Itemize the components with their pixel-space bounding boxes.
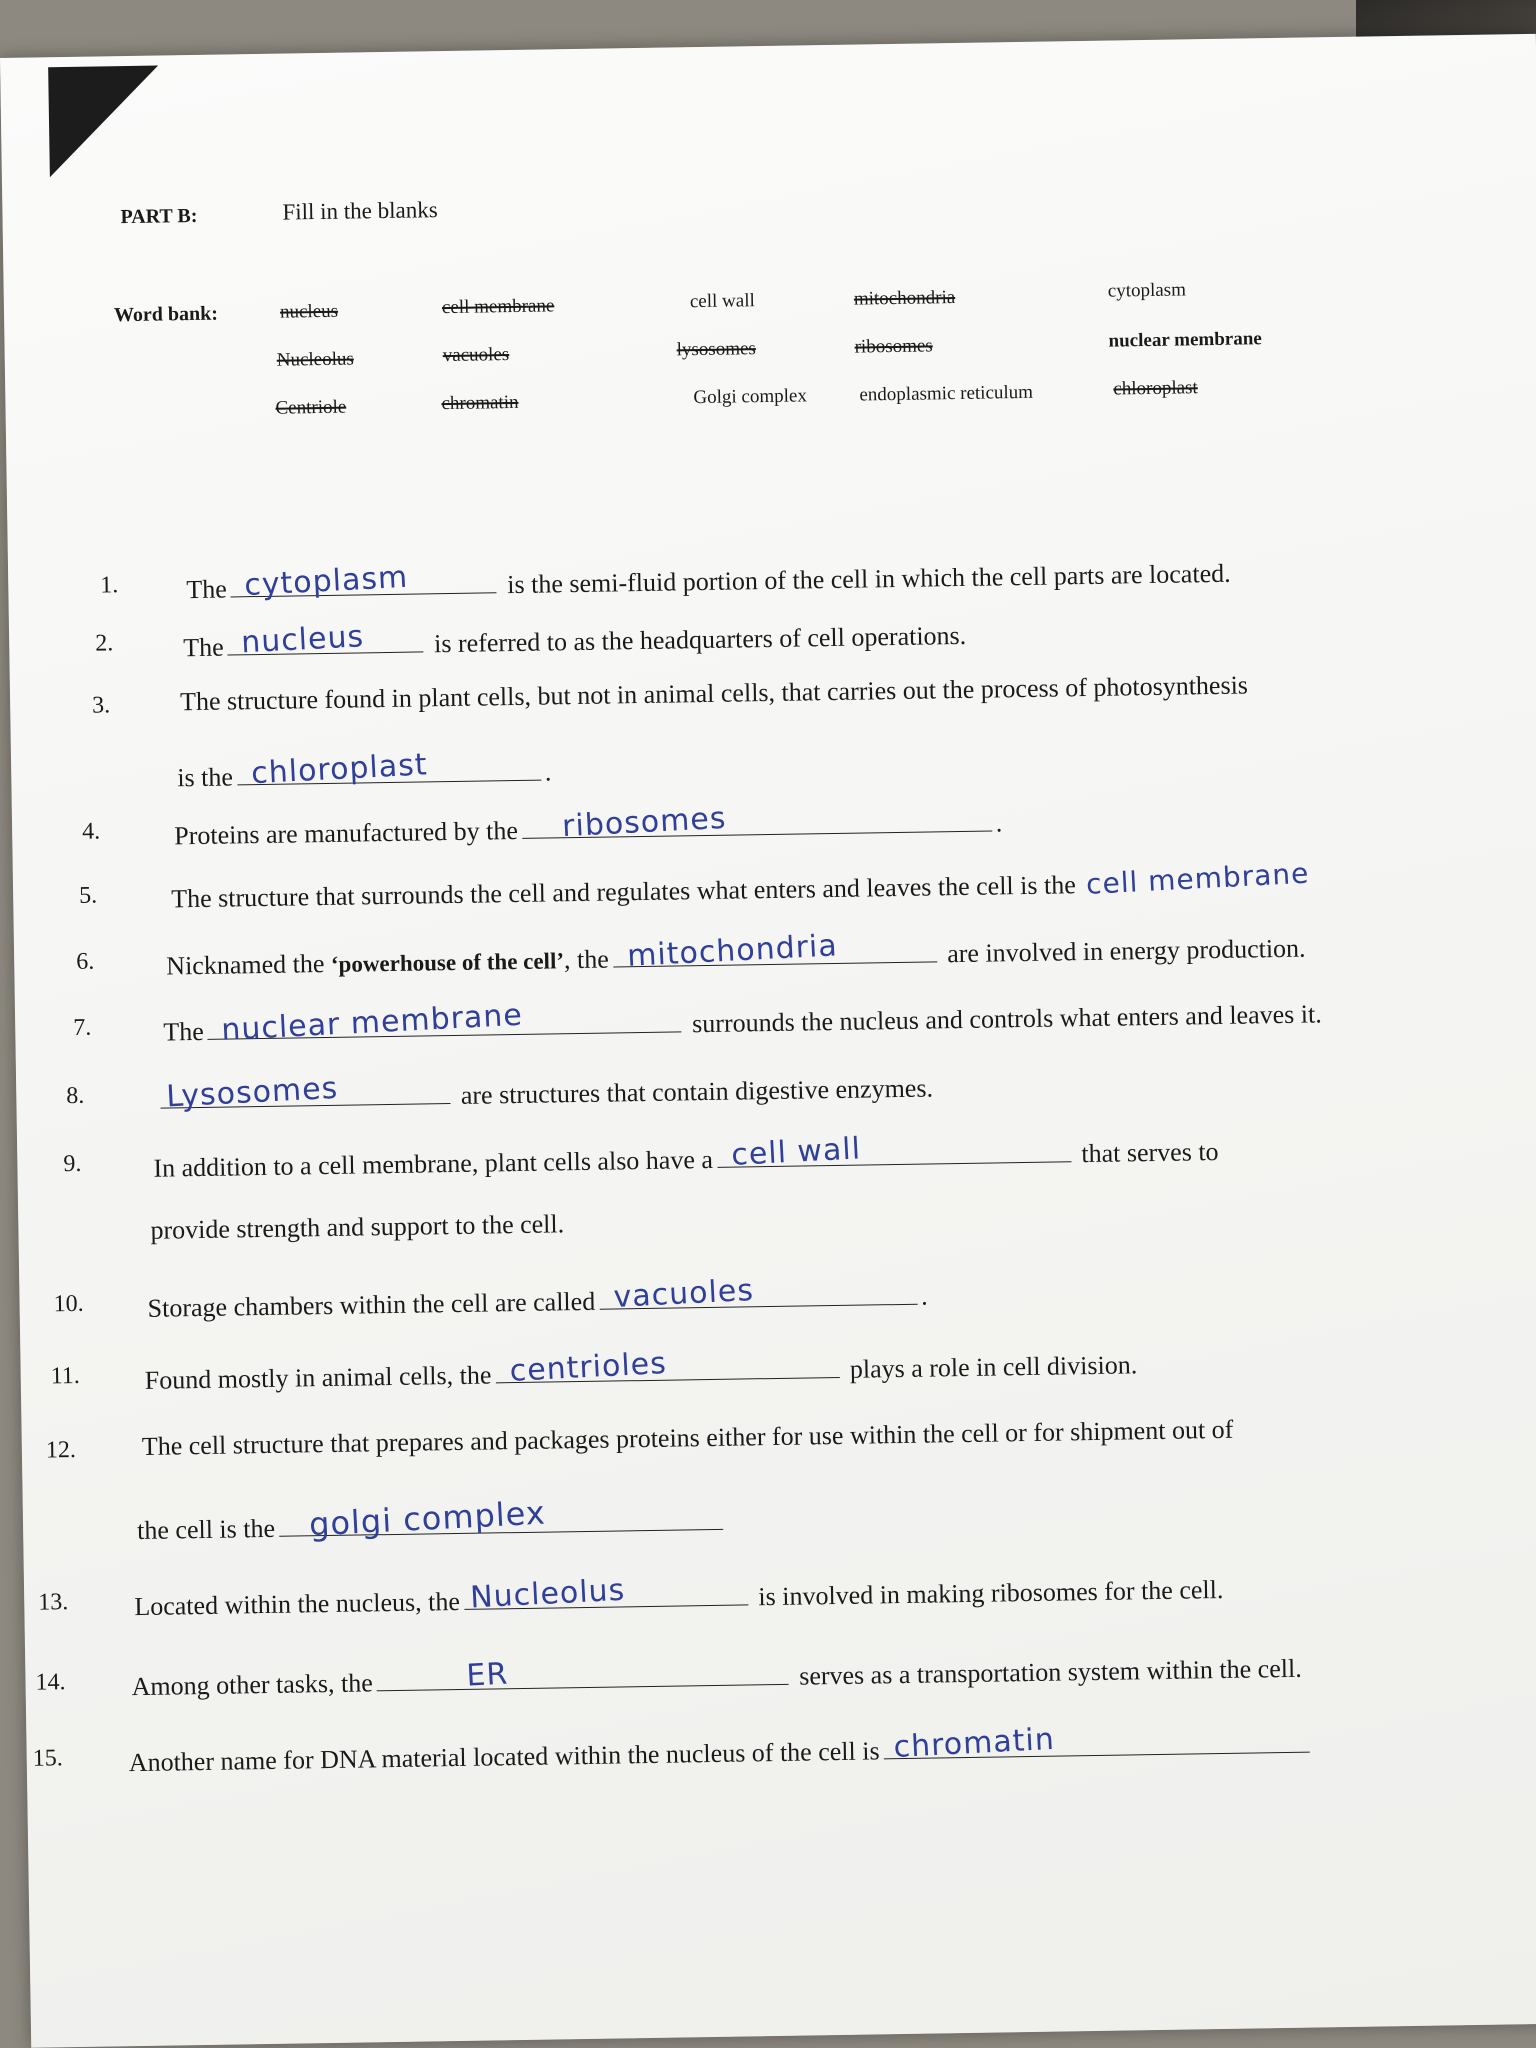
answer-blank[interactable]: [521, 800, 991, 845]
question-11: [144, 1342, 1137, 1396]
question-text: serves as a transportation system within the cell.: [798, 1653, 1302, 1691]
question-9: [153, 1129, 1219, 1184]
question-text: .: [544, 757, 552, 787]
question-text: The: [183, 632, 224, 663]
part-label: PART B:: [120, 204, 198, 229]
question-14: [131, 1646, 1302, 1702]
handwritten-answer: cytoplasm: [243, 559, 410, 604]
question-12: [142, 1415, 1234, 1462]
question-text: is the: [177, 762, 234, 793]
question-number: 9.: [63, 1150, 82, 1178]
word-bank-item: endoplasmic reticulum: [859, 381, 1034, 406]
question-number: 7.: [73, 1014, 92, 1041]
question-text: The structure that surrounds the cell and regulates what enters and leaves the cell is the: [171, 870, 1076, 914]
answer-blank[interactable]: [237, 747, 541, 792]
question-9-line-2: provide strength and support to the cell.: [150, 1209, 565, 1245]
word-bank-item: cell membrane: [441, 295, 555, 319]
question-text: Proteins are manufactured by the: [174, 815, 519, 851]
handwritten-answer: vacuoles: [612, 1272, 755, 1315]
question-text: .: [995, 808, 1003, 838]
question-text: are structures that contain digestive enzymes.: [460, 1073, 934, 1110]
question-text: is the semi-fluid portion of the cell in which the cell parts are located.: [507, 558, 1231, 600]
answer-blank[interactable]: [612, 928, 936, 974]
word-bank-item: nucleus: [279, 300, 339, 323]
answer-blank[interactable]: [495, 1345, 839, 1389]
question-number: 8.: [66, 1082, 85, 1110]
question-3-line-2: [177, 749, 552, 793]
question-7: [163, 991, 1322, 1047]
handwritten-answer: chromatin: [892, 1721, 1056, 1765]
question-number: 4.: [81, 818, 101, 845]
question-number: 6.: [76, 948, 95, 975]
answer-blank[interactable]: [279, 1493, 723, 1544]
question-text: In addition to a cell membrane, plant cells also have a: [153, 1144, 714, 1183]
handwritten-answer: ribosomes: [560, 800, 727, 845]
question-number: 1.: [100, 572, 119, 599]
word-bank-item: chromatin: [441, 391, 519, 415]
answer-blank[interactable]: [599, 1272, 917, 1315]
question-text: The structure found in plant cells, but not in animal cells, that carries out the process of photosynthesis: [179, 670, 1249, 717]
question-text: are involved in energy production.: [946, 933, 1306, 969]
question-text: Located within the nucleus, the: [134, 1586, 461, 1622]
question-number: 3.: [91, 692, 111, 719]
word-bank-label: Word bank:: [113, 302, 219, 327]
word-bank-item: cell wall: [689, 290, 755, 313]
question-text: Among other tasks, the: [131, 1668, 373, 1702]
word-bank-item: mitochondria: [853, 287, 956, 310]
question-5: [171, 856, 1310, 915]
folded-corner: [48, 66, 160, 178]
handwritten-answer: nucleus: [240, 619, 366, 661]
answer-blank[interactable]: [1079, 856, 1310, 901]
word-bank-item: vacuoles: [442, 344, 510, 367]
word-bank-item: Centriole: [275, 396, 347, 419]
question-emphasis: ‘powerhouse of the cell’: [330, 948, 565, 977]
question-text: Another name for DNA material located within the nucleus of the cell is: [128, 1736, 880, 1778]
question-number: 12.: [45, 1436, 77, 1464]
question-15: [128, 1722, 1313, 1779]
question-text: The: [163, 1016, 204, 1047]
question-text: The cell structure that prepares and packages proteins either for use within the cell or for shipment out of: [141, 1414, 1234, 1461]
question-text: The: [186, 574, 228, 605]
question-8: [156, 1065, 933, 1115]
question-number: 5.: [78, 882, 98, 909]
question-13: [134, 1567, 1224, 1622]
handwritten-answer: chloroplast: [250, 747, 428, 792]
handwritten-answer: mitochondria: [625, 928, 839, 974]
handwritten-answer: Lysosomes: [165, 1070, 340, 1115]
question-1: [186, 551, 1231, 605]
word-bank-item: lysosomes: [676, 338, 757, 361]
word-bank-item: chloroplast: [1113, 377, 1198, 400]
word-bank-item: nuclear membrane: [1108, 328, 1262, 352]
question-text: plays a role in cell division.: [849, 1350, 1138, 1384]
handwritten-answer: cell membrane: [1084, 856, 1310, 901]
question-3: [180, 670, 1248, 717]
answer-blank[interactable]: [227, 619, 423, 661]
answer-blank[interactable]: [160, 1070, 450, 1115]
question-text: surrounds the nucleus and controls what enters and leaves it.: [691, 999, 1322, 1039]
instruction: Fill in the blanks: [282, 197, 438, 225]
question-text: is involved in making ribosomes for the cell.: [758, 1574, 1224, 1612]
word-bank-item: Golgi complex: [693, 385, 808, 409]
answer-blank[interactable]: [207, 997, 681, 1048]
question-4: [174, 800, 1003, 851]
handwritten-answer: centrioles: [508, 1345, 668, 1389]
answer-blank[interactable]: [883, 1721, 1309, 1765]
question-6: [166, 926, 1306, 982]
question-text: is referred to as the headquarters of cell operations.: [433, 620, 967, 659]
handwritten-answer: golgi complex: [308, 1493, 547, 1544]
question-number: 10.: [53, 1290, 84, 1318]
question-number: 2.: [95, 630, 114, 657]
word-bank-item: ribosomes: [854, 335, 933, 358]
question-2: [183, 613, 966, 663]
question-10: [147, 1274, 928, 1324]
question-number: 11.: [50, 1362, 81, 1390]
question-text: Nicknamed the: [166, 949, 325, 981]
question-text: the cell is the: [136, 1513, 276, 1546]
word-bank-item: cytoplasm: [1107, 279, 1187, 302]
word-bank-item: Nucleolus: [276, 348, 354, 371]
handwritten-answer: ER: [465, 1656, 510, 1694]
worksheet-page: [0, 34, 1536, 2048]
question-number: 15.: [32, 1745, 63, 1772]
question-text: that serves to: [1081, 1136, 1219, 1169]
question-text: Storage chambers within the cell are called: [147, 1286, 596, 1323]
answer-blank[interactable]: [464, 1572, 748, 1616]
question-number: 14.: [35, 1669, 66, 1696]
handwritten-answer: cell wall: [730, 1131, 862, 1173]
question-text: , the: [563, 944, 609, 975]
question-number: 13.: [38, 1589, 69, 1616]
answer-blank[interactable]: [230, 559, 496, 604]
question-text: .: [920, 1281, 928, 1311]
answer-blank[interactable]: [376, 1654, 788, 1694]
handwritten-answer: Nucleolus: [469, 1572, 626, 1616]
question-12-line-2: [136, 1493, 727, 1546]
answer-blank[interactable]: [717, 1131, 1071, 1173]
handwritten-answer: nuclear membrane: [220, 997, 525, 1048]
question-text: Found mostly in animal cells, the: [144, 1360, 492, 1395]
